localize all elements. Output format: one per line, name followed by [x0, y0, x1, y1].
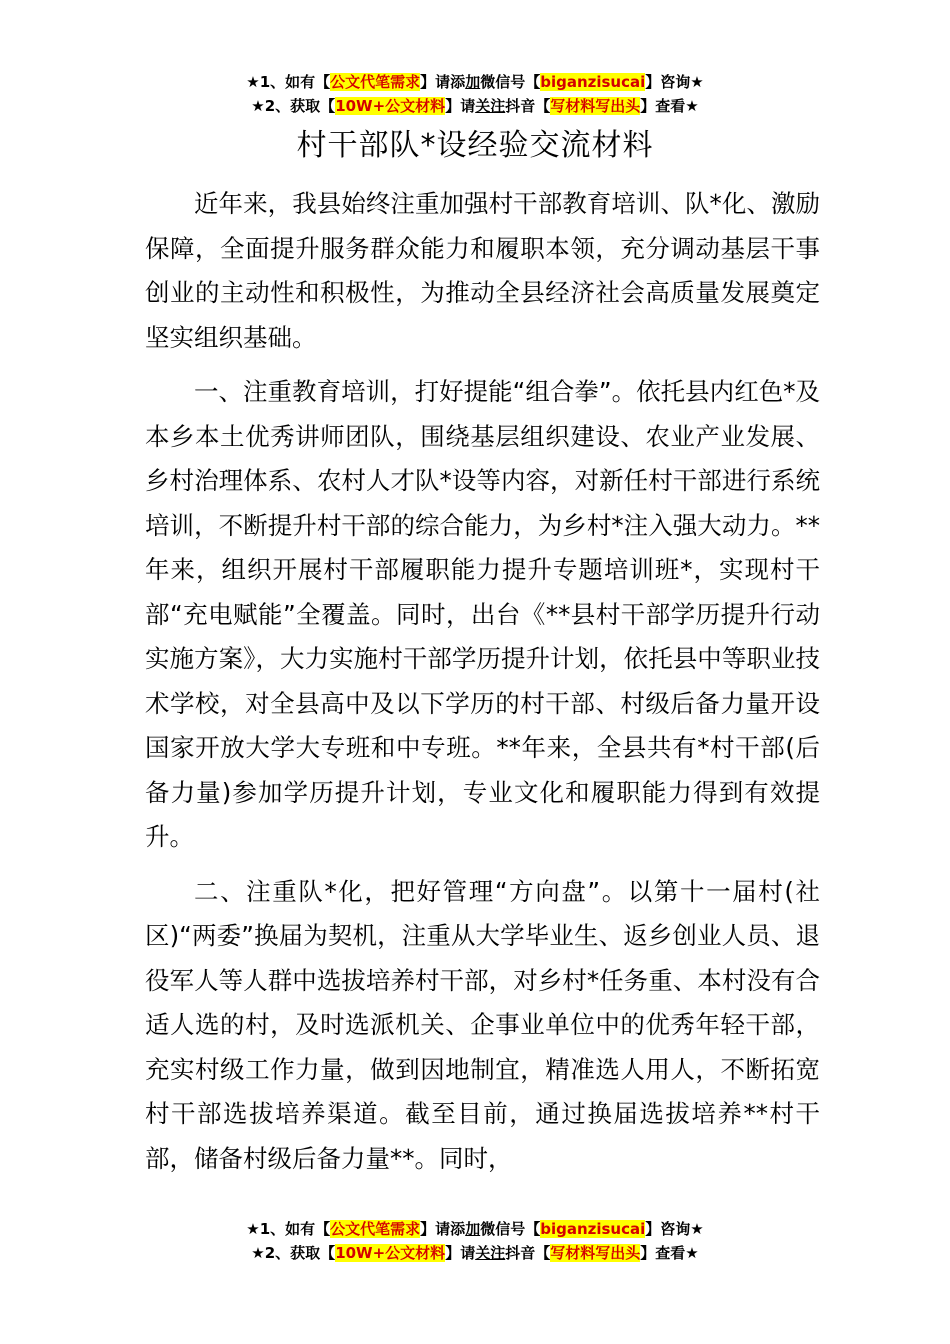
paragraph-section-2: 二、注重队*化，把好管理“方向盘”。以第十一届村(社区)“两委”换届为契机，注重从大学毕业生、返乡创业人员、退役军人等人群中选拔培养村干部，对乡村*任务重、本村没有合适人选的村，及时选派机关、企事业单位中的优秀年轻干部，充实村级工作力量，做到因地制宜，精准选人用人，不断拓宽村干部选拔培养渠道。截至目前，通过换届选拔培养**村干部，储备村级后备力量**。同时， [145, 876, 820, 1173]
banner-line-2: ★2、获取【10W+公文材料】请关注抖音【写材料写出头】查看★ [251, 1244, 699, 1262]
paragraph-intro: 近年来，我县始终注重加强村干部教育培训、队*化、激励保障，全面提升服务群众能力和履职本领，充分调动基层干事创业的主动性和积极性，为推动全县经济社会高质量发展奠定坚实组织基础。 [145, 189, 820, 352]
douyin-name: 写材料写出头 [550, 1244, 641, 1262]
highlight-text: 10W+公文材料 [335, 97, 446, 115]
footer-banner [0, 1217, 950, 1265]
document-title: 村干部队*设经验交流材料 [296, 128, 654, 163]
wechat-id: biganzisucai [540, 1220, 646, 1238]
banner-line-1: ★1、如有【公文代笔需求】请添加微信号【biganzisucai】咨询★ [246, 1220, 704, 1238]
paragraph-section-1: 一、注重教育培训，打好提能“组合拳”。依托县内红色*及本乡本土优秀讲师团队，围绕基层组织建设、农业产业发展、乡村治理体系、农村人才队*设等内容，对新任村干部进行系统培训，不断提升村干部的综合能力，为乡村*注入强大动力。**年来，组织开展村干部履职能力提升专题培训班*，实现村干部“充电赋能”全覆盖。同时，出台《**县村干部学历提升行动实施方案》，大力实施村干部学历提升计划，依托县中等职业技术学校，对全县高中及以下学历的村干部、村级后备力量开设国家开放大学大专班和中专班。**年来，全县共有*村干部(后备力量)参加学历提升计划，专业文化和履职能力得到有效提升。 [145, 377, 820, 851]
banner-line-2: ★2、获取【10W+公文材料】请关注抖音【写材料写出头】查看★ [251, 97, 699, 115]
highlight-text: 10W+公文材料 [335, 1244, 446, 1262]
douyin-name: 写材料写出头 [550, 97, 641, 115]
banner-line-1: ★1、如有【公文代笔需求】请添加微信号【biganzisucai】咨询★ [246, 73, 704, 91]
highlight-text: 公文代笔需求 [330, 1220, 421, 1238]
document-body [145, 182, 820, 1181]
header-banner [0, 70, 950, 118]
wechat-id: biganzisucai [540, 73, 646, 91]
highlight-text: 公文代笔需求 [330, 73, 421, 91]
